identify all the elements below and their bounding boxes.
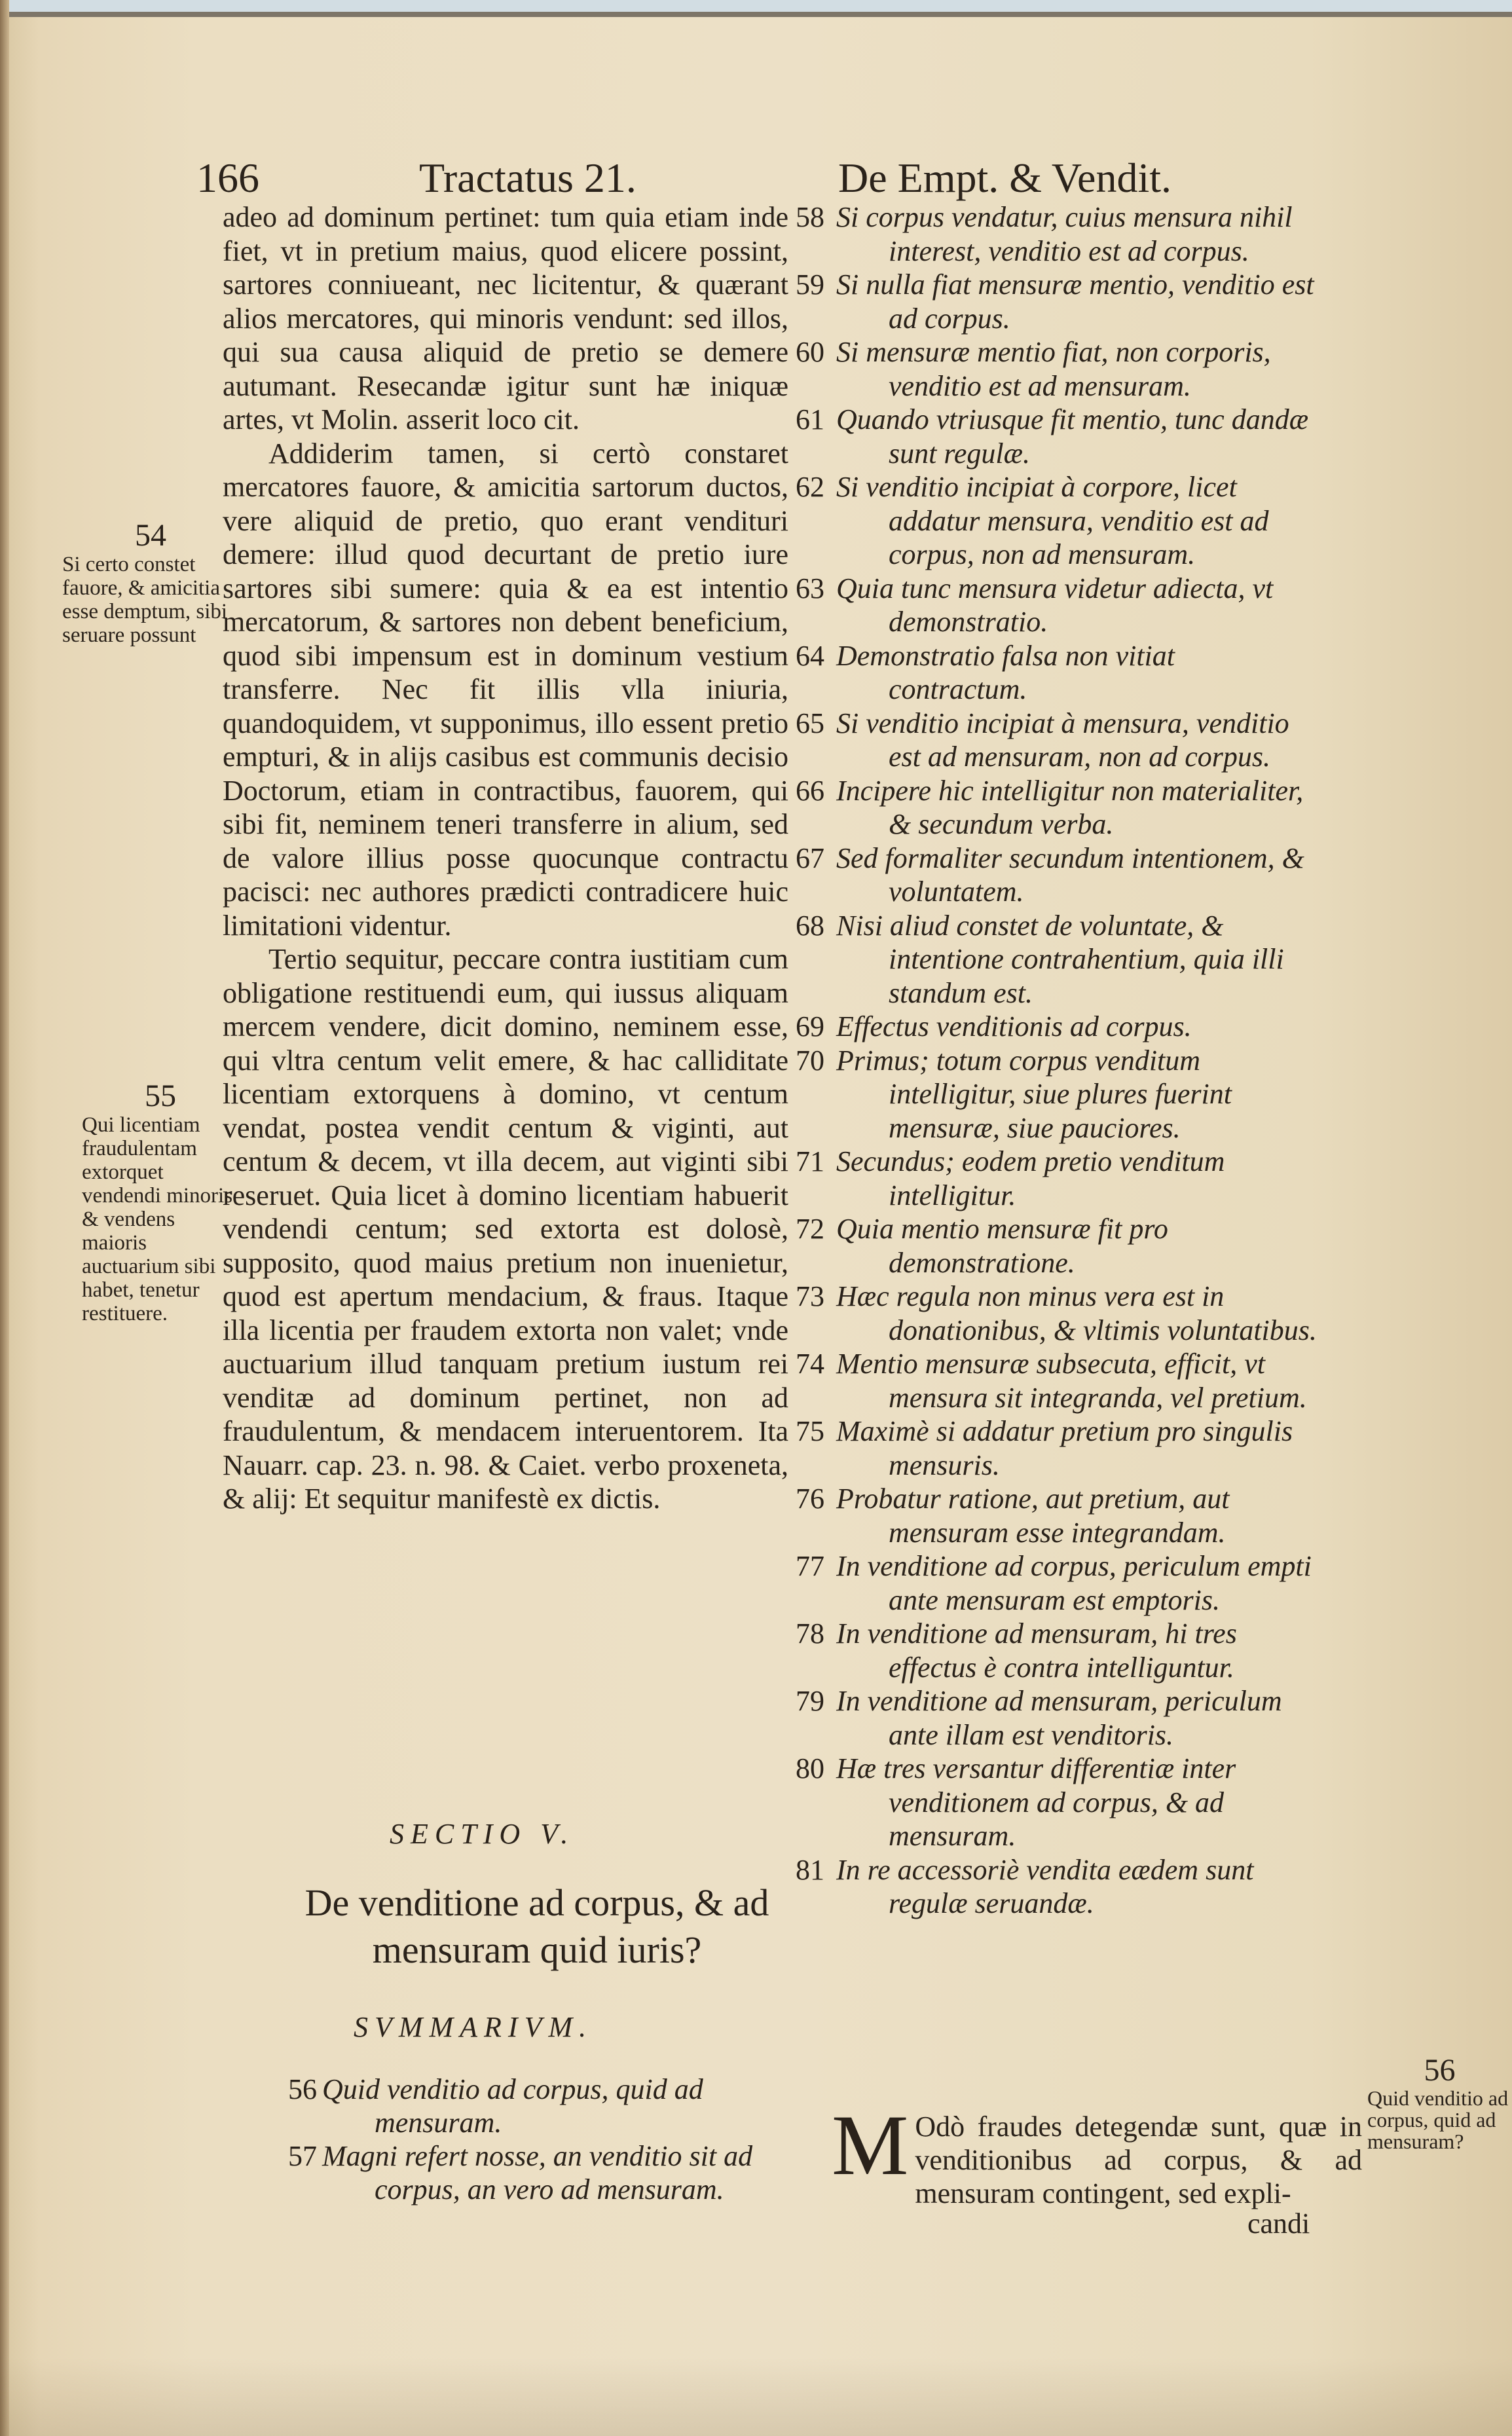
summary-item [288,2073,812,2139]
summary-item [288,2139,812,2206]
summary-item [796,1280,1319,1347]
summary-item-number: 81 [796,1853,824,1886]
summary-item-text: In venditione ad mensuram, hi tres effectus è contra intelliguntur. [836,1617,1237,1684]
summary-item-number: 67 [796,841,824,874]
summary-item [796,1853,1319,1921]
summary-item-number: 59 [796,268,824,301]
summary-item-text: In venditione ad mensuram, periculum ante illam est venditoris. [836,1685,1282,1751]
scanner-background [0,0,1512,12]
summary-item [796,1145,1319,1212]
summary-item [796,1414,1319,1482]
summary-item-text: Si venditio incipiat à corpore, licet addatur mensura, venditio est ad corpus, non ad mensuram. [836,471,1269,570]
summary-item-number: 62 [796,471,824,503]
summary-item [796,639,1319,707]
summary-item [796,1010,1319,1044]
summary-item [796,909,1319,1010]
summary-item-text: In re accessoriè vendita eædem sunt regulæ seruandæ. [836,1853,1254,1919]
margin-note-number: 55 [145,1079,176,1113]
summarium-label: SVMMARIVM. [354,2011,593,2043]
summary-item [796,841,1319,909]
summary-item-text: Effectus venditionis ad corpus. [836,1010,1192,1043]
summary-item-text: Si corpus vendatur, cuius mensura nihil interest, venditio est ad corpus. [836,201,1293,267]
summary-item-text: Probatur ratione, aut pretium, aut mensuram esse integrandam. [836,1483,1230,1549]
summary-item-text: Demonstratio falsa non vitiat contractum. [836,639,1175,705]
section-title: De venditione ad corpus, & ad mensuram quid iuris? [304,1881,769,1971]
summary-item [796,403,1319,470]
paragraph-2: Addiderim tamen, si certò constaret mercatores fauore, & amicitia sartorum ductos, vere aliquid de pretio, quo erant vendituri demere: illud quod decurtant de pretio iure sartores sibi sumere: quia & ea est intentio mercatorum, & sartores non debent beneficium, quod sibi impensum est in dominum vestium transferre. Nec fit illis vlla iniuria, quandoquidem, vt supponimus, illo essent pretio empturi, & in alijs casibus est communis decisio Doctorum, etiam in contractibus, fauorem, qui sibi fit, neminem teneri transferre in alium, sed de valore illius posse quocunque contractu pacisci: nec authores prædicti contradicere huic limitationi videntur. [223,437,788,942]
summary-item [796,1482,1319,1549]
summary-item-number: 63 [796,572,824,604]
paragraph-1: adeo ad dominum pertinet: tum quia etiam inde fiet, vt in pretium maius, quod elicere possint, sartores conniueant, nec licitentur, & quærant alios mercatores, qui minoris vendunt: sed illos, qui sua causa aliquid de pretio se demere autumant. Resecandæ igitur sunt hæ iniquæ artes, vt Molin. asserit loco cit. [223,201,788,435]
summary-item-number: 70 [796,1044,824,1077]
summary-item [796,1752,1319,1853]
summary-item-number: 75 [796,1415,824,1447]
summary-item-text: Incipere hic intelligitur non materialiter, & secundum verba. [836,774,1304,840]
margin-note-number: 56 [1424,2053,1456,2088]
page-top-edge [0,12,1512,17]
summary-item-number: 65 [796,707,824,739]
summary-item-text: Secundus; eodem pretio venditum intelligitur. [836,1145,1225,1211]
summary-item-text: Primus; totum corpus venditum intelligitur, siue plures fuerint mensuræ, siue pauciores. [836,1044,1232,1144]
summary-item-number: 60 [796,336,824,368]
page-shadow [0,2357,1512,2436]
margin-note-number: 54 [135,518,166,553]
summary-item [796,1212,1319,1280]
margin-note-text: Qui licentiam fraudulentam extorquet vendendi minoris & vendens maioris auctuarium sibi habet, tenetur restituere. [82,1113,233,1325]
summary-item [796,200,1319,268]
drop-cap: M [832,2097,909,2193]
summary-item-number: 58 [796,201,824,233]
summary-item-text: Quid venditio ad corpus, quid ad mensuram. [322,2073,703,2139]
section-body [832,2097,1362,2210]
paragraph-3: Tertio sequitur, peccare contra iustitiam cum obligatione restituendi eum, qui iussus aliquam mercem vendere, dicit domino, neminem esse, qui vltra centum velit emere, & hac calliditate licentiam extorquens à domino, vt centum vendat, postea vendit centum & viginti, aut centum & decem, vt illa decem, aut viginti sibi reseruet. Quia licet à domino licentiam habuerit vendendi centum; sed extorta est dolosè, supposito, quod maius pretium non inuenietur, quod est apertum mendacium, & fraus. Itaque illa licentia per fraudem extorta non valet; vnde auctuarium illud tanquam pretium iustum rei venditæ ad dominum pertinet, non ad fraudulentum, & mendacem interuentorem. Ita Nauarr. cap. 23. n. 98. & Caiet. verbo proxeneta, & alij: Et sequitur manifestè ex dictis. [223,943,788,1515]
catchword: candi [1247,2207,1310,2240]
summary-item [796,774,1319,841]
summary-item [796,1347,1319,1414]
summary-item-number: 64 [796,639,824,672]
section-body-text: Odò fraudes detegendæ sunt, quæ in venditionibus ad corpus, & ad mensuram contingent, sed expli- [915,2111,1362,2209]
summary-item [796,1549,1319,1617]
summary-item-text: Hæ tres versantur differentiæ inter venditionem ad corpus, & ad mensuram. [836,1752,1236,1852]
summary-item [796,470,1319,572]
summary-item-number: 72 [796,1213,824,1245]
margin-note-54 [62,519,239,647]
summary-item-number: 56 [288,2073,317,2105]
summary-item-text: Quando vtriusque fit mentio, tunc dandæ sunt regulæ. [836,403,1309,470]
section-label: SECTIO V. [390,1818,575,1850]
summary-left-list [288,2073,812,2206]
summary-item-number: 80 [796,1752,824,1784]
running-head-tract: Tractatus 21. [419,155,636,201]
margin-note-text: Si certo constet fauore, & amicitia esse demptum, sibi seruare possunt [62,553,228,647]
summary-item-number: 69 [796,1010,824,1043]
summary-item-number: 68 [796,909,824,942]
summary-item [796,1684,1319,1752]
summary-item-text: Quia tunc mensura videtur adiecta, vt demonstratio. [836,572,1274,638]
running-head-title: De Empt. & Vendit. [838,155,1171,201]
summary-item-number: 61 [796,403,824,435]
summary-item-text: In venditione ad corpus, periculum empti ante mensuram est emptoris. [836,1550,1312,1616]
summary-item-text: Mentio mensuræ subsecuta, efficit, vt mensura sit integranda, vel pretium. [836,1348,1307,1414]
margin-note-56 [1367,2054,1512,2152]
summary-item-text: Si mensuræ mentio fiat, non corporis, venditio est ad mensuram. [836,336,1271,402]
summary-item [796,572,1319,639]
summary-item-number: 66 [796,774,824,807]
summary-item-text: Nisi aliud constet de voluntate, & intentione contrahentium, quia illi standum est. [836,909,1284,1009]
summary-item-number: 76 [796,1483,824,1515]
margin-note-55 [82,1079,239,1325]
summary-item-text: Si venditio incipiat à mensura, venditio est ad mensuram, non ad corpus. [836,707,1289,773]
summary-item [796,1617,1319,1684]
summary-item-text: Sed formaliter secundum intentionem, & voluntatem. [836,841,1304,908]
left-column [223,200,788,1516]
summary-item-number: 73 [796,1280,824,1312]
summary-item-text: Hæc regula non minus vera est in donationibus, & vltimis voluntatibus. [836,1280,1317,1346]
summary-item-number: 71 [796,1145,824,1177]
summary-item-number: 78 [796,1617,824,1650]
page-number: 166 [196,155,259,201]
summary-item [796,268,1319,335]
margin-note-text: Quid venditio ad corpus, quid ad mensuram? [1367,2086,1509,2153]
summary-item-text: Quia mentio mensuræ fit pro demonstratione. [836,1213,1168,1279]
summary-item-number: 74 [796,1348,824,1380]
summary-item-number: 77 [796,1550,824,1582]
summary-item [796,1044,1319,1145]
summary-item-number: 79 [796,1685,824,1717]
page-binding-edge [0,0,9,2436]
summary-item [796,335,1319,403]
summary-item-text: Si nulla fiat mensuræ mentio, venditio est ad corpus. [836,268,1314,335]
summary-item-text: Magni refert nosse, an venditio sit ad corpus, an vero ad mensuram. [322,2140,753,2205]
summary-item-number: 57 [288,2140,317,2172]
summary-item-text: Maximè si addatur pretium pro singulis mensuris. [836,1415,1293,1481]
summary-right-column [796,200,1319,1921]
summary-item [796,707,1319,774]
